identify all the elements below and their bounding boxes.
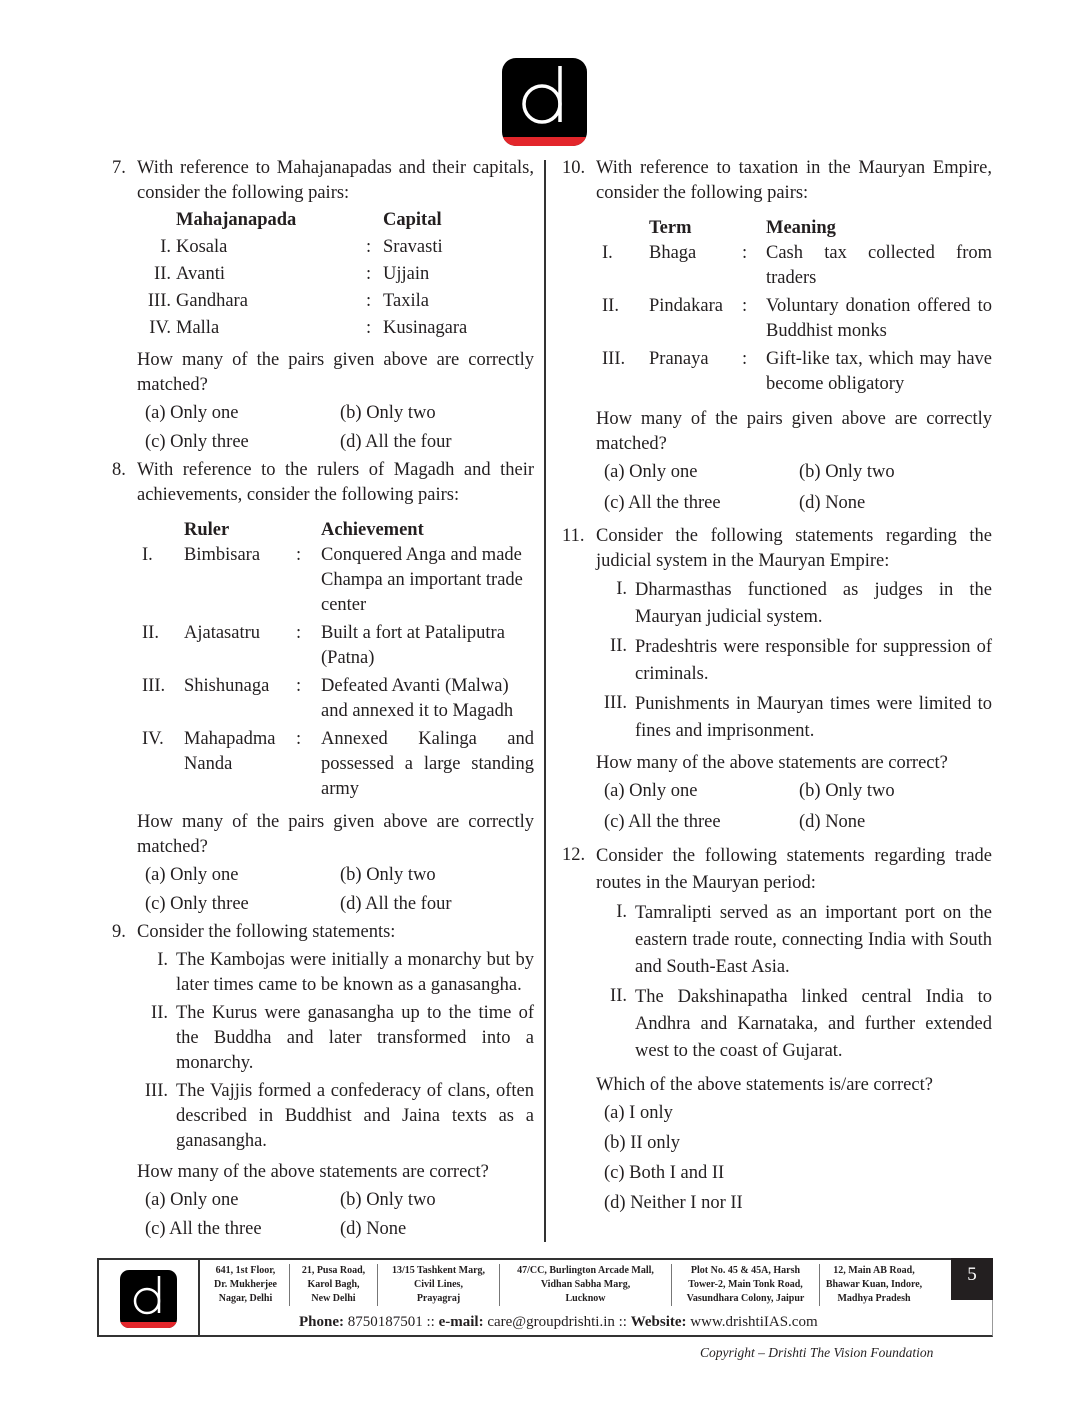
addresses (202, 1264, 928, 1306)
options (562, 1101, 992, 1216)
pair-term: Shishunaga (184, 676, 270, 696)
statement: III. The Vajjis formed a confederacy of clans, often described in Buddhist and Jaina texts as a ganasangha. (144, 1081, 534, 1151)
question-text: Consider the following statements: (137, 922, 396, 942)
option-c[interactable]: (c) All the three (145, 1219, 262, 1239)
option-d[interactable]: (d) All the four (340, 432, 452, 452)
pair-term: Bhaga (649, 243, 697, 263)
option-b[interactable]: (b) Only two (340, 865, 436, 885)
pair-term: Kosala (176, 237, 228, 257)
question-prompt: How many of the above statements are correct? (596, 753, 948, 773)
address-delhi-mukherjee: 641, 1st Floor, Dr. Mukherjee Nagar, Delhi (202, 1264, 290, 1306)
question-prompt: How many of the above statements are correct? (137, 1162, 489, 1182)
pair-value: Taxila (383, 291, 429, 311)
page-number: 5 (951, 1258, 993, 1300)
pair-value: Ujjain (383, 264, 430, 284)
option-d[interactable]: (d) None (799, 493, 866, 513)
pair-value: Sravasti (383, 237, 443, 257)
pair-value: Cash tax collected from traders (766, 243, 992, 288)
pairs-table: Ruler Achievement I. Bimbisara : Conquered Anga and made Champa an important trade center II. Ajatasatru : Built a fort at Pataliputra (Patna) III. Shishunaga : Defeated Avanti (Malwa) and annexed it to Magadh IV. Mahapadma Nanda : Annexed Kalinga and possessed a large standing army (142, 518, 534, 802)
pair-term: Pranaya (649, 349, 709, 369)
question-number: 10. (562, 158, 586, 178)
question-text: With reference to taxation in the Mauryan Empire, consider the following pairs: (596, 158, 992, 203)
pair-value: Built a fort at Pataliputra (Patna) (321, 623, 505, 668)
option-a[interactable]: (a) Only one (145, 865, 239, 885)
row-numeral: III. (602, 349, 626, 369)
pair-term: Gandhara (176, 291, 248, 311)
column-divider (544, 160, 546, 1242)
address-delhi-karol-bagh: 21, Pusa Road, Karol Bagh, New Delhi (290, 1264, 378, 1306)
pairs-table: Mahajanapada Capital I. Kosala : Sravasti II. Avanti : Ujjain III. Gandhara : Taxila IV. Malla : Kusinagara (137, 208, 467, 343)
question-prompt: How many of the pairs given above are correctly matched? (137, 350, 534, 395)
statement: II. Pradeshtris were responsible for suppression of criminals. (610, 636, 992, 684)
address-indore: 12, Main AB Road, Bhawar Kuan, Indore, Madhya Pradesh (825, 1265, 923, 1304)
pair-value: Defeated Avanti (Malwa) and annexed it to Magadh (321, 676, 514, 721)
question-prompt: How many of the pairs given above are correctly matched? (137, 812, 534, 857)
question-prompt: How many of the pairs given above are correctly matched? (596, 409, 992, 454)
column-header: Achievement (321, 520, 424, 540)
row-numeral: III. (142, 676, 166, 696)
drishti-logo (502, 58, 587, 146)
copyright: Copyright – Drishti The Vision Foundation (700, 1345, 934, 1360)
option-a[interactable]: (a) Only one (604, 462, 698, 482)
question-text: With reference to the rulers of Magadh and their achievements, consider the following pairs: (137, 460, 534, 505)
option-d[interactable]: (d) None (340, 1219, 407, 1239)
question-number: 12. (562, 845, 586, 865)
pair-term: Avanti (176, 264, 225, 284)
pair-value: Voluntary donation offered to Buddhist monks (766, 296, 992, 341)
option-b[interactable]: (b) Only two (799, 781, 895, 801)
option-a[interactable]: (a) Only one (604, 781, 698, 801)
column-header: Ruler (184, 520, 230, 540)
question-text: With reference to Mahajanapadas and their capitals, consider the following pairs: (137, 158, 534, 203)
row-numeral: II. (142, 623, 159, 643)
options (562, 460, 992, 516)
pairs-table: Term Meaning I. Bhaga : Cash tax collected from traders II. Pindakara : Voluntary donation offered to Buddhist monks III. Pranaya : Gift-like tax, which may have become obligatory (602, 216, 992, 397)
option-c[interactable]: (c) Only three (145, 894, 249, 914)
row-numeral: III. (147, 291, 171, 311)
pair-term: Bimbisara (184, 545, 261, 565)
option-b[interactable]: (b) Only two (340, 1190, 436, 1210)
question-prompt: Which of the above statements is/are correct? (596, 1075, 933, 1095)
options (112, 863, 534, 917)
column-header: Term (649, 218, 692, 238)
option-c[interactable]: (c) All the three (604, 812, 721, 832)
row-numeral: IV. (149, 318, 171, 338)
question-8 (112, 458, 534, 917)
option-d[interactable]: (d) None (799, 812, 866, 832)
question-number: 8. (112, 460, 126, 480)
email-link[interactable]: care@groupdrishti.in (487, 1314, 615, 1330)
address-lucknow: 47/CC, Burlington Arcade Mall, Vidhan Sabha Marg, Lucknow (500, 1264, 672, 1306)
row-numeral: I. (142, 545, 153, 565)
pair-term: Mahapadma Nanda (184, 729, 276, 774)
row-numeral: I. (602, 243, 613, 263)
option-c[interactable]: (c) All the three (604, 493, 721, 513)
question-12 (562, 843, 992, 1216)
option-b[interactable]: (b) II only (604, 1133, 681, 1153)
pair-term: Ajatasatru (184, 623, 261, 643)
column-header: Capital (383, 210, 442, 230)
question-7 (112, 156, 534, 455)
right-column (562, 156, 992, 1219)
pair-value: Conquered Anga and made Champa an important trade center (321, 545, 523, 615)
statement: II. The Dakshinapatha linked central India to Andhra and Karnataka, and further extended west to the coast of Gujarat. (610, 986, 992, 1061)
options (112, 401, 534, 455)
option-a[interactable]: (a) Only one (145, 1190, 239, 1210)
statement: I. Dharmasthas functioned as judges in the Mauryan judicial system. (616, 579, 992, 627)
question-10 (562, 156, 992, 516)
row-numeral: I. (160, 237, 171, 257)
statement: I. Tamralipti served as an important port on the eastern trade route, connecting India with South and South-East Asia. (616, 902, 992, 977)
row-numeral: II. (154, 264, 171, 284)
pair-value: Gift-like tax, which may have become obligatory (766, 349, 992, 394)
question-number: 11. (562, 526, 585, 546)
contact-line: Phone: 8750187501 :: e-mail: care@groupdrishti.in :: Website: www.drishtiIAS.com (299, 1314, 818, 1330)
phone: 8750187501 (347, 1314, 423, 1330)
column-header: Mahajanapada (176, 210, 297, 230)
row-numeral: IV. (142, 729, 164, 749)
footer-logo (99, 1260, 200, 1337)
statement: I. The Kambojas were initially a monarchy but by later times came to be known as a ganasangha. (157, 950, 534, 995)
question-text: Consider the following statements regarding the judicial system in the Mauryan Empire: (596, 526, 992, 571)
row-numeral: II. (602, 296, 619, 316)
pair-value: Annexed Kalinga and possessed a large standing army (321, 729, 534, 799)
option-c[interactable]: (c) Only three (145, 432, 249, 452)
left-column (112, 156, 534, 1245)
statement: III. Punishments in Mauryan times were limited to fines and imprisonment. (603, 693, 992, 741)
question-text: Consider the following statements regarding trade routes in the Mauryan period: (596, 846, 992, 893)
address-prayagraj: 13/15 Tashkent Marg, Civil Lines, Prayagraj (378, 1264, 500, 1306)
option-b[interactable]: (b) Only two (340, 403, 436, 423)
address-jaipur: Plot No. 45 & 45A, Harsh Tower-2, Main Tonk Road, Vasundhara Colony, Jaipur (672, 1264, 820, 1306)
pair-term: Malla (176, 318, 220, 338)
pair-value: Kusinagara (383, 318, 468, 338)
website-link[interactable]: www.drishtiIAS.com (690, 1314, 818, 1330)
option-d[interactable]: (d) All the four (340, 894, 452, 914)
option-c[interactable]: (c) Both I and II (604, 1163, 725, 1183)
column-header: Meaning (766, 218, 836, 238)
option-a[interactable]: (a) Only one (145, 403, 239, 423)
option-a[interactable]: (a) I only (604, 1103, 673, 1123)
footer (97, 1258, 993, 1337)
options (112, 1188, 534, 1242)
statement: II. The Kurus were ganasangha up to the time of the Buddha and later transformed into a monarchy. (151, 1003, 534, 1073)
pair-term: Pindakara (649, 296, 723, 316)
option-d[interactable]: (d) Neither I nor II (604, 1193, 743, 1213)
options (562, 779, 992, 835)
question-11 (562, 524, 992, 835)
question-9 (112, 920, 534, 1242)
option-b[interactable]: (b) Only two (799, 462, 895, 482)
question-number: 7. (112, 158, 126, 178)
question-number: 9. (112, 922, 126, 942)
